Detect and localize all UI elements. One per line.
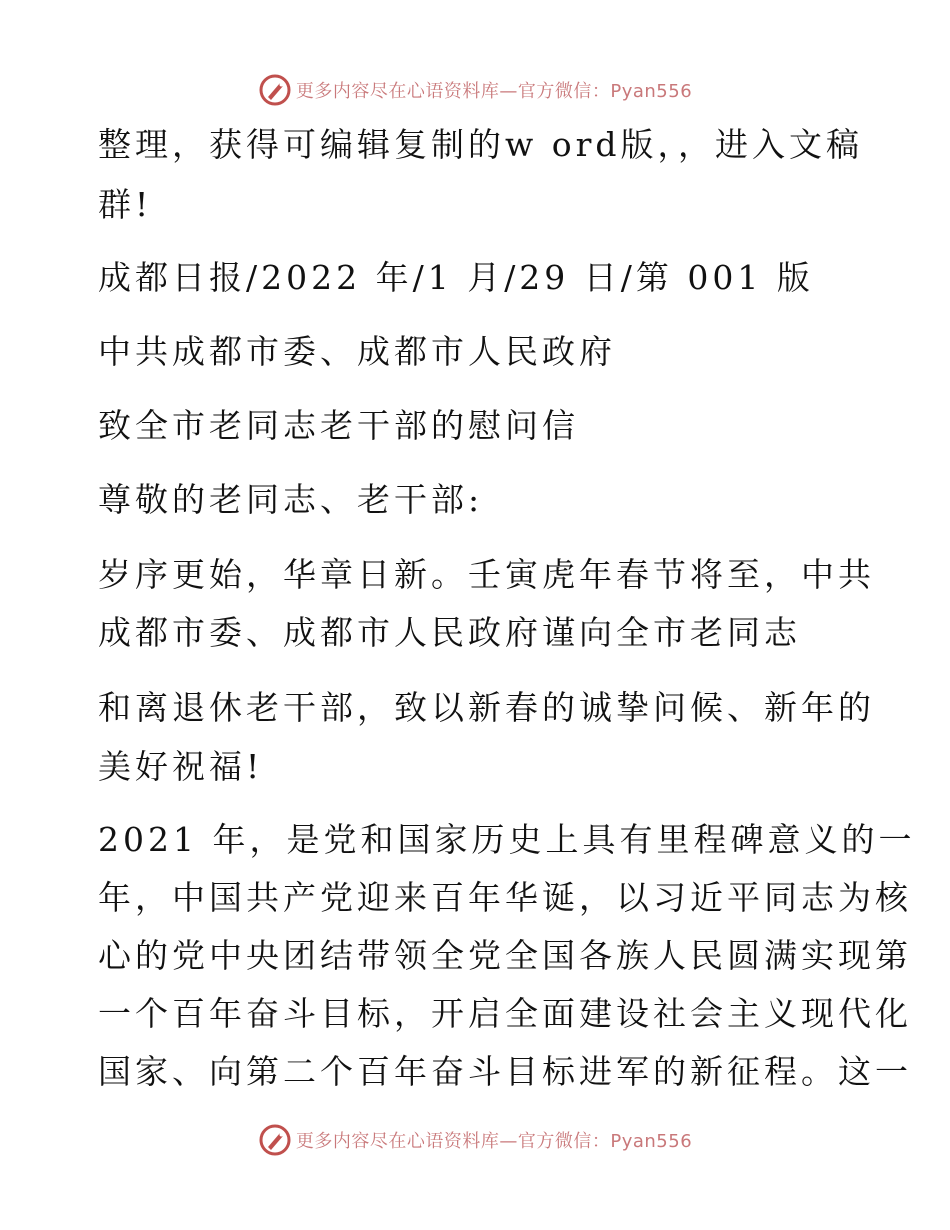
pen-nib-seal-icon [258,1123,292,1157]
doc-line: 年，中国共产党迎来百年华诞，以习近平同志为核 [98,878,912,917]
watermark-footer [0,1120,950,1160]
watermark-text: 更多内容尽在心语资料库—官方微信：Pyan556 [295,81,693,102]
doc-line: 成都市委、成都市人民政府谨向全市老同志 [98,613,801,652]
doc-line: 心的党中央团结带领全党全国各族人民圆满实现第 [98,936,912,975]
watermark-text: 更多内容尽在心语资料库—官方微信：Pyan556 [295,1131,693,1152]
watermark-header [0,70,950,110]
doc-line: 成都日报/2022 年/1 月/29 日/第 001 版 [98,258,814,297]
doc-line: 致全市老同志老干部的慰问信 [98,406,579,445]
pen-nib-seal-icon [258,73,292,107]
doc-line: 2021 年，是党和国家历史上具有里程碑意义的一 [98,820,916,859]
doc-line: 群! [98,185,153,224]
doc-line: 岁序更始，华章日新。壬寅虎年春节将至，中共 [98,555,875,594]
doc-line: 一个百年奋斗目标，开启全面建设社会主义现代化 [98,994,912,1033]
doc-line: 国家、向第二个百年奋斗目标进军的新征程。这一 [98,1052,912,1091]
doc-line: 尊敬的老同志、老干部: [98,480,484,519]
doc-line: 美好祝福! [98,747,264,786]
doc-line: 整理，获得可编辑复制的w ord版，，进入文稿 [98,125,864,164]
doc-line: 中共成都市委、成都市人民政府 [98,332,616,371]
doc-line: 和离退休老干部，致以新春的诚挚问候、新年的 [98,688,875,727]
